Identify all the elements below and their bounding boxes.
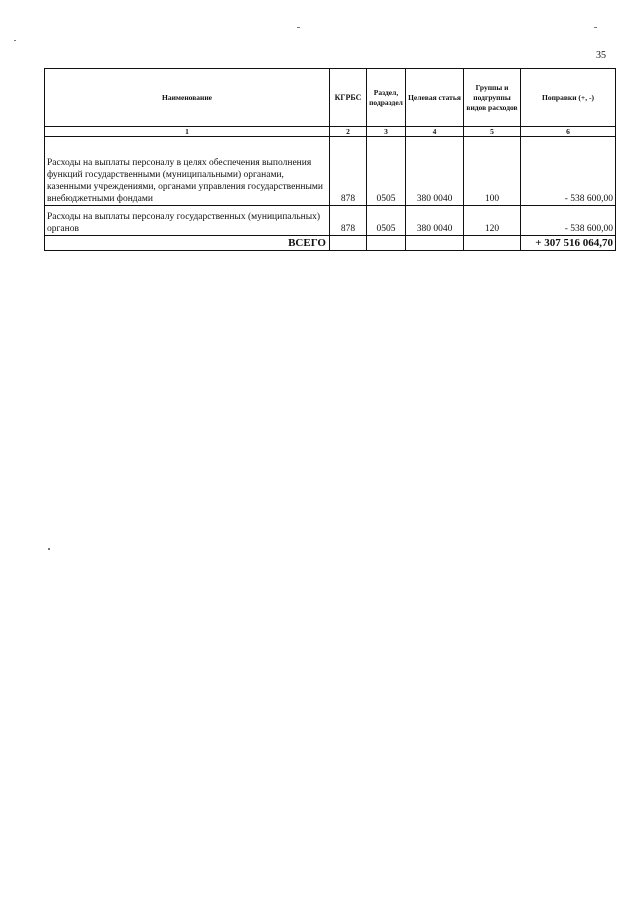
header-groups: Группы и подгруппы видов расходов [464, 69, 521, 127]
total-empty-cell [406, 236, 464, 251]
column-number: 6 [521, 127, 616, 137]
row-kgrbs: 878 [330, 206, 367, 236]
column-number: 3 [367, 127, 406, 137]
scan-speck [594, 27, 597, 28]
table-row [45, 206, 616, 236]
total-empty-cell [330, 236, 367, 251]
row-amount: - 538 600,00 [521, 137, 616, 206]
row-group: 100 [464, 137, 521, 206]
row-section: 0505 [367, 206, 406, 236]
row-section: 0505 [367, 137, 406, 206]
header-kgrbs: КГРБС [330, 69, 367, 127]
page-number: 35 [596, 50, 606, 61]
row-target: 380 0040 [406, 206, 464, 236]
table-row [45, 137, 616, 206]
total-empty-cell [367, 236, 406, 251]
header-section: Раздел, подраздел [367, 69, 406, 127]
scan-speck [48, 548, 50, 550]
header-amendments: Поправки (+, -) [521, 69, 616, 127]
column-number: 5 [464, 127, 521, 137]
scan-speck [14, 40, 16, 41]
column-number: 1 [45, 127, 330, 137]
row-amount: - 538 600,00 [521, 206, 616, 236]
row-name: Расходы на выплаты персоналу в целях обеспечения выполнения функций государственными (муниципальными) органами, казенными учреждениями, органами управления государственными внебюджетными фондами [45, 137, 330, 206]
row-target: 380 0040 [406, 137, 464, 206]
column-number: 4 [406, 127, 464, 137]
row-kgrbs: 878 [330, 137, 367, 206]
total-row [45, 236, 616, 251]
scan-speck [297, 27, 300, 28]
total-empty-cell [464, 236, 521, 251]
row-name: Расходы на выплаты персоналу государственных (муниципальных) органов [45, 206, 330, 236]
total-label: ВСЕГО [45, 236, 330, 251]
total-amount: + 307 516 064,70 [521, 236, 616, 251]
column-number-row [45, 127, 616, 137]
header-target: Целевая статья [406, 69, 464, 127]
header-row [45, 69, 616, 127]
header-name: Наименование [45, 69, 330, 127]
budget-amendments-table [44, 68, 616, 251]
row-group: 120 [464, 206, 521, 236]
column-number: 2 [330, 127, 367, 137]
